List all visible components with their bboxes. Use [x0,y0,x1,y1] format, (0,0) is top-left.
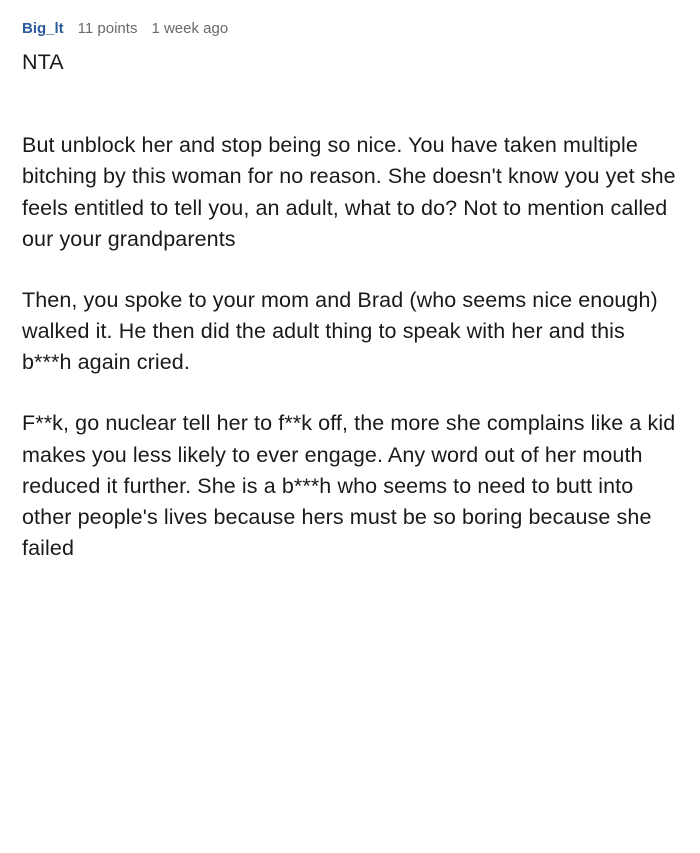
comment-timestamp: 1 week ago [151,20,229,37]
comment-body [22,47,682,564]
comment-paragraph: But unblock her and stop being so nice. You have taken multiple bitching by this woman for no reason. She doesn't know you yet she feels entitled to tell you, an adult, what to do? Not to mention called our your grandparents [22,133,682,251]
comment-points: 11 points [77,20,138,37]
comment-paragraph: Then, you spoke to your mom and Brad (who seems nice enough) walked it. He then did the adult thing to speak with her and this b***h again cried. [22,287,664,375]
comment-paragraph: NTA [22,50,64,74]
comment-paragraph: F**k, go nuclear tell her to f**k off, the more she complains like a kid makes you less likely to ever engage. Any word out of her mouth reduced it further. She is a b***h who seems to need to butt into other people's lives because hers must be so boring because she failed [22,411,682,561]
comment-meta [22,20,678,37]
comment-author[interactable]: Big_lt [22,20,64,37]
